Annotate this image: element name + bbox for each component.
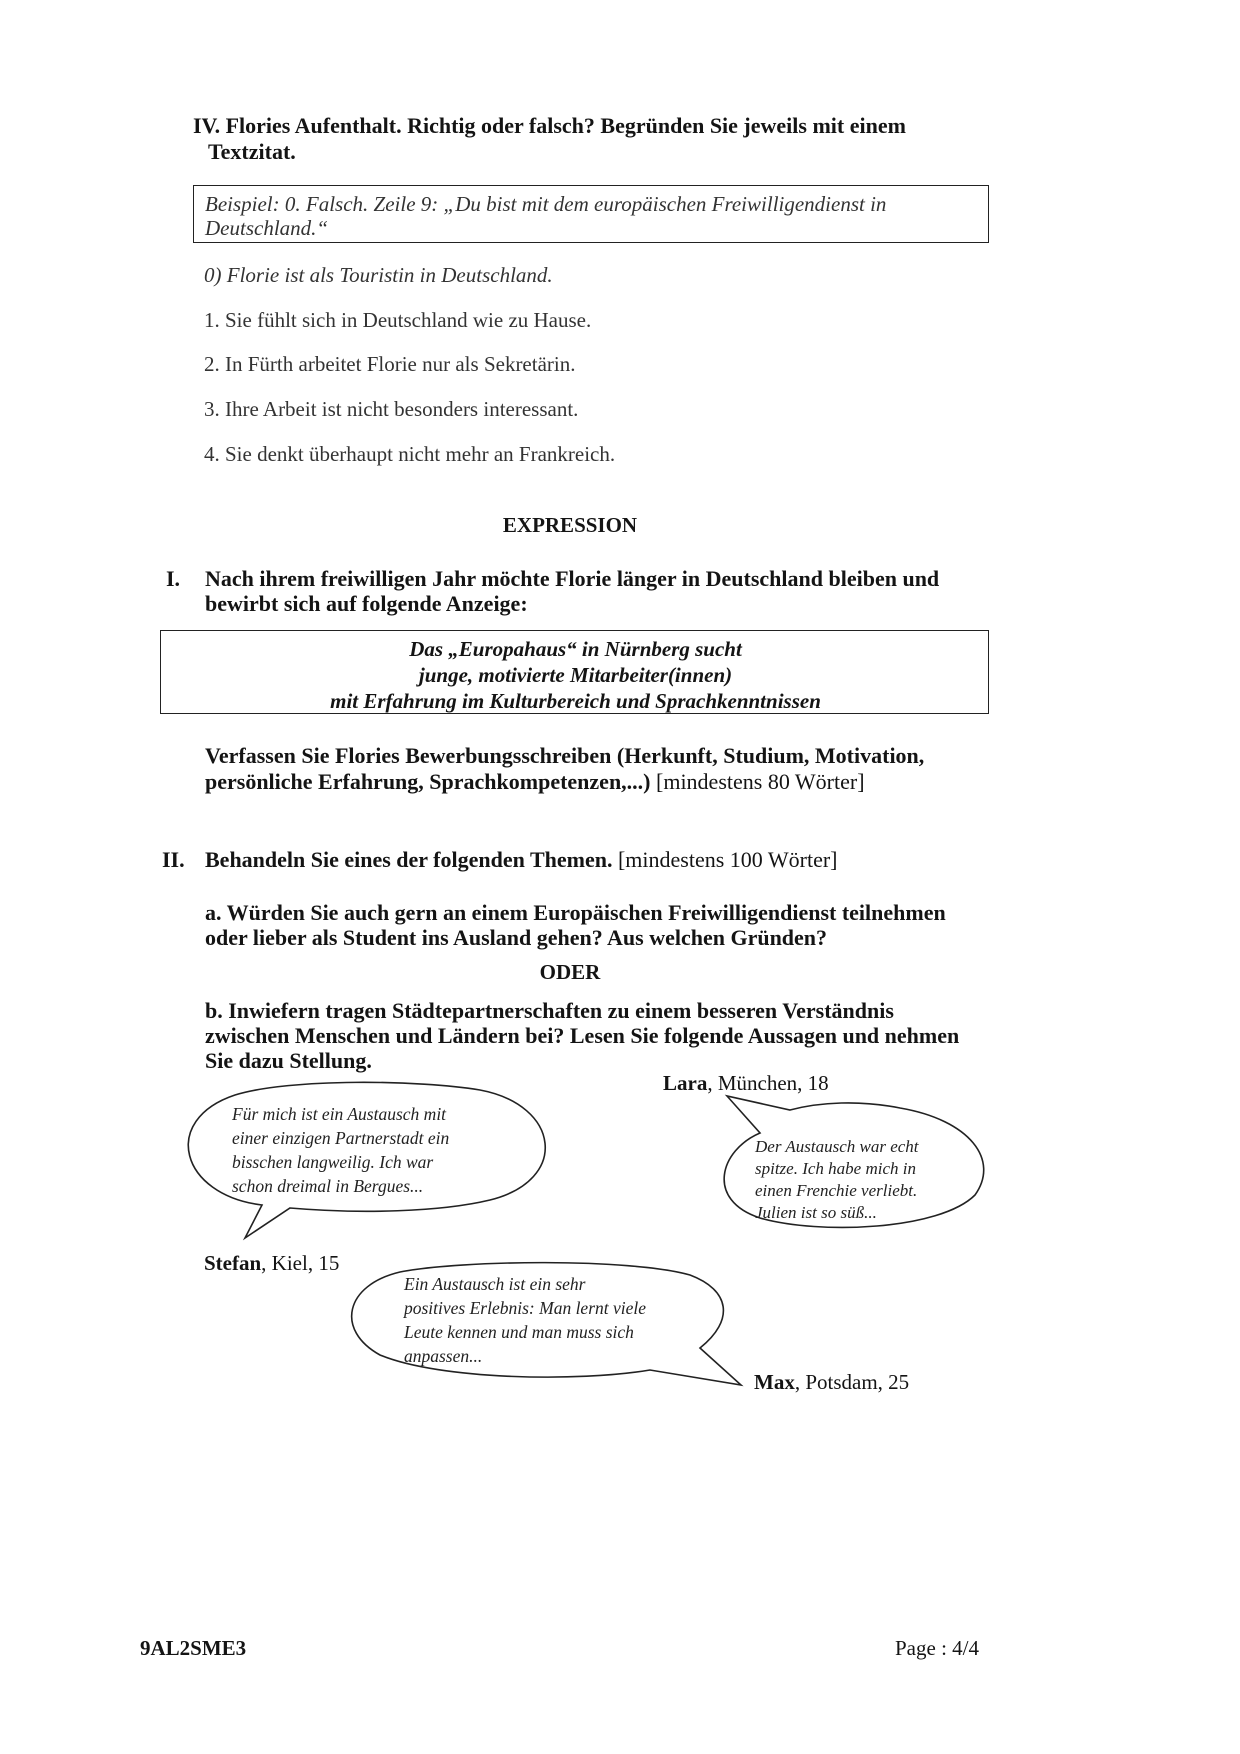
option-b-line3: Sie dazu Stellung. <box>205 1048 372 1073</box>
stefan-detail: , Kiel, 15 <box>261 1251 340 1275</box>
stefan-quote <box>232 1102 492 1198</box>
max-attribution <box>754 1369 909 1395</box>
section-iv-heading-line1: IV. Flories Aufenthalt. Richtig oder falsch? Begründen Sie jeweils mit einem <box>193 113 906 138</box>
statement-1: 1. Sie fühlt sich in Deutschland wie zu Hause. <box>204 308 592 332</box>
lara-quote-line4: Julien ist so süß... <box>755 1203 877 1222</box>
statement-0: 0) Florie ist als Touristin in Deutschland. <box>204 263 553 287</box>
lara-quote-line1: Der Austausch war echt <box>755 1137 919 1156</box>
part1-task-line1: Verfassen Sie Flories Bewerbungsschreiben (Herkunft, Studium, Motivation, <box>205 743 925 768</box>
lara-detail: , München, 18 <box>707 1071 829 1095</box>
option-b-line1: b. Inwiefern tragen Städtepartnerschaften zu einem besseren Verständnis <box>205 998 894 1023</box>
statement-3: 3. Ihre Arbeit ist nicht besonders interessant. <box>204 397 579 421</box>
option-a-line2: oder lieber als Student ins Ausland gehen? Aus welchen Gründen? <box>205 925 828 950</box>
part2-intro-bold: Behandeln Sie eines der folgenden Themen. <box>205 847 613 872</box>
ad-line-1: Das „Europahaus“ in Nürnberg sucht <box>409 637 742 661</box>
max-quote-line3: Leute kennen und man muss sich <box>404 1322 634 1342</box>
ad-line-2: junge, motivierte Mitarbeiter(innen) <box>418 663 733 687</box>
part1-text-line2: bewirbt sich auf folgende Anzeige: <box>205 591 528 616</box>
stefan-attribution <box>204 1250 339 1276</box>
max-name: Max <box>754 1370 795 1394</box>
oder-label: ODER <box>539 960 601 984</box>
part1-number: I. <box>166 566 181 591</box>
expression-title: EXPRESSION <box>502 513 638 537</box>
max-quote-line2: positives Erlebnis: Man lernt viele <box>404 1298 647 1318</box>
option-b-line2: zwischen Menschen und Ländern bei? Lesen Sie folgende Aussagen und nehmen <box>205 1023 960 1048</box>
part1-task-line2-normal: [mindestens 80 Wörter] <box>650 769 865 794</box>
part1-text-line1: Nach ihrem freiwilligen Jahr möchte Florie länger in Deutschland bleiben und <box>205 566 940 591</box>
ad-line-3: mit Erfahrung im Kulturbereich und Sprachkenntnissen <box>330 689 821 713</box>
statement-4: 4. Sie denkt überhaupt nicht mehr an Frankreich. <box>204 442 616 466</box>
example-line2: Deutschland.“ <box>205 216 329 240</box>
section-iv-heading-line2: Textzitat. <box>208 139 296 164</box>
max-quote-line1: Ein Austausch ist ein sehr <box>404 1274 586 1294</box>
document-code: 9AL2SME3 <box>140 1636 247 1660</box>
part2-intro-normal: [mindestens 100 Wörter] <box>612 847 838 872</box>
part1-task-line2-bold: persönliche Erfahrung, Sprachkompetenzen,...) <box>205 769 651 794</box>
lara-quote-line2: spitze. Ich habe mich in <box>755 1159 916 1178</box>
lara-quote-line3: einen Frenchie verliebt. <box>755 1181 918 1200</box>
part2-number: II. <box>162 847 185 872</box>
stefan-quote-line3: bisschen langweilig. Ich war <box>232 1152 434 1172</box>
stefan-name: Stefan <box>204 1251 262 1275</box>
max-quote <box>404 1272 662 1368</box>
max-quote-line4: anpassen... <box>404 1346 483 1366</box>
lara-name: Lara <box>663 1071 708 1095</box>
lara-quote <box>755 1136 965 1224</box>
max-detail: , Potsdam, 25 <box>794 1370 910 1394</box>
stefan-quote-line4: schon dreimal in Bergues... <box>232 1176 424 1196</box>
lara-attribution <box>663 1070 829 1096</box>
page-number: Page : 4/4 <box>895 1636 979 1660</box>
option-a-line1: a. Würden Sie auch gern an einem Europäischen Freiwilligendienst teilnehmen <box>205 900 946 925</box>
stefan-quote-line2: einer einzigen Partnerstadt ein <box>232 1128 450 1148</box>
example-line1: Beispiel: 0. Falsch. Zeile 9: „Du bist mit dem europäischen Freiwilligendienst in <box>205 192 887 216</box>
statement-2: 2. In Fürth arbeitet Florie nur als Sekretärin. <box>204 352 576 376</box>
stefan-quote-line1: Für mich ist ein Austausch mit <box>232 1104 447 1124</box>
